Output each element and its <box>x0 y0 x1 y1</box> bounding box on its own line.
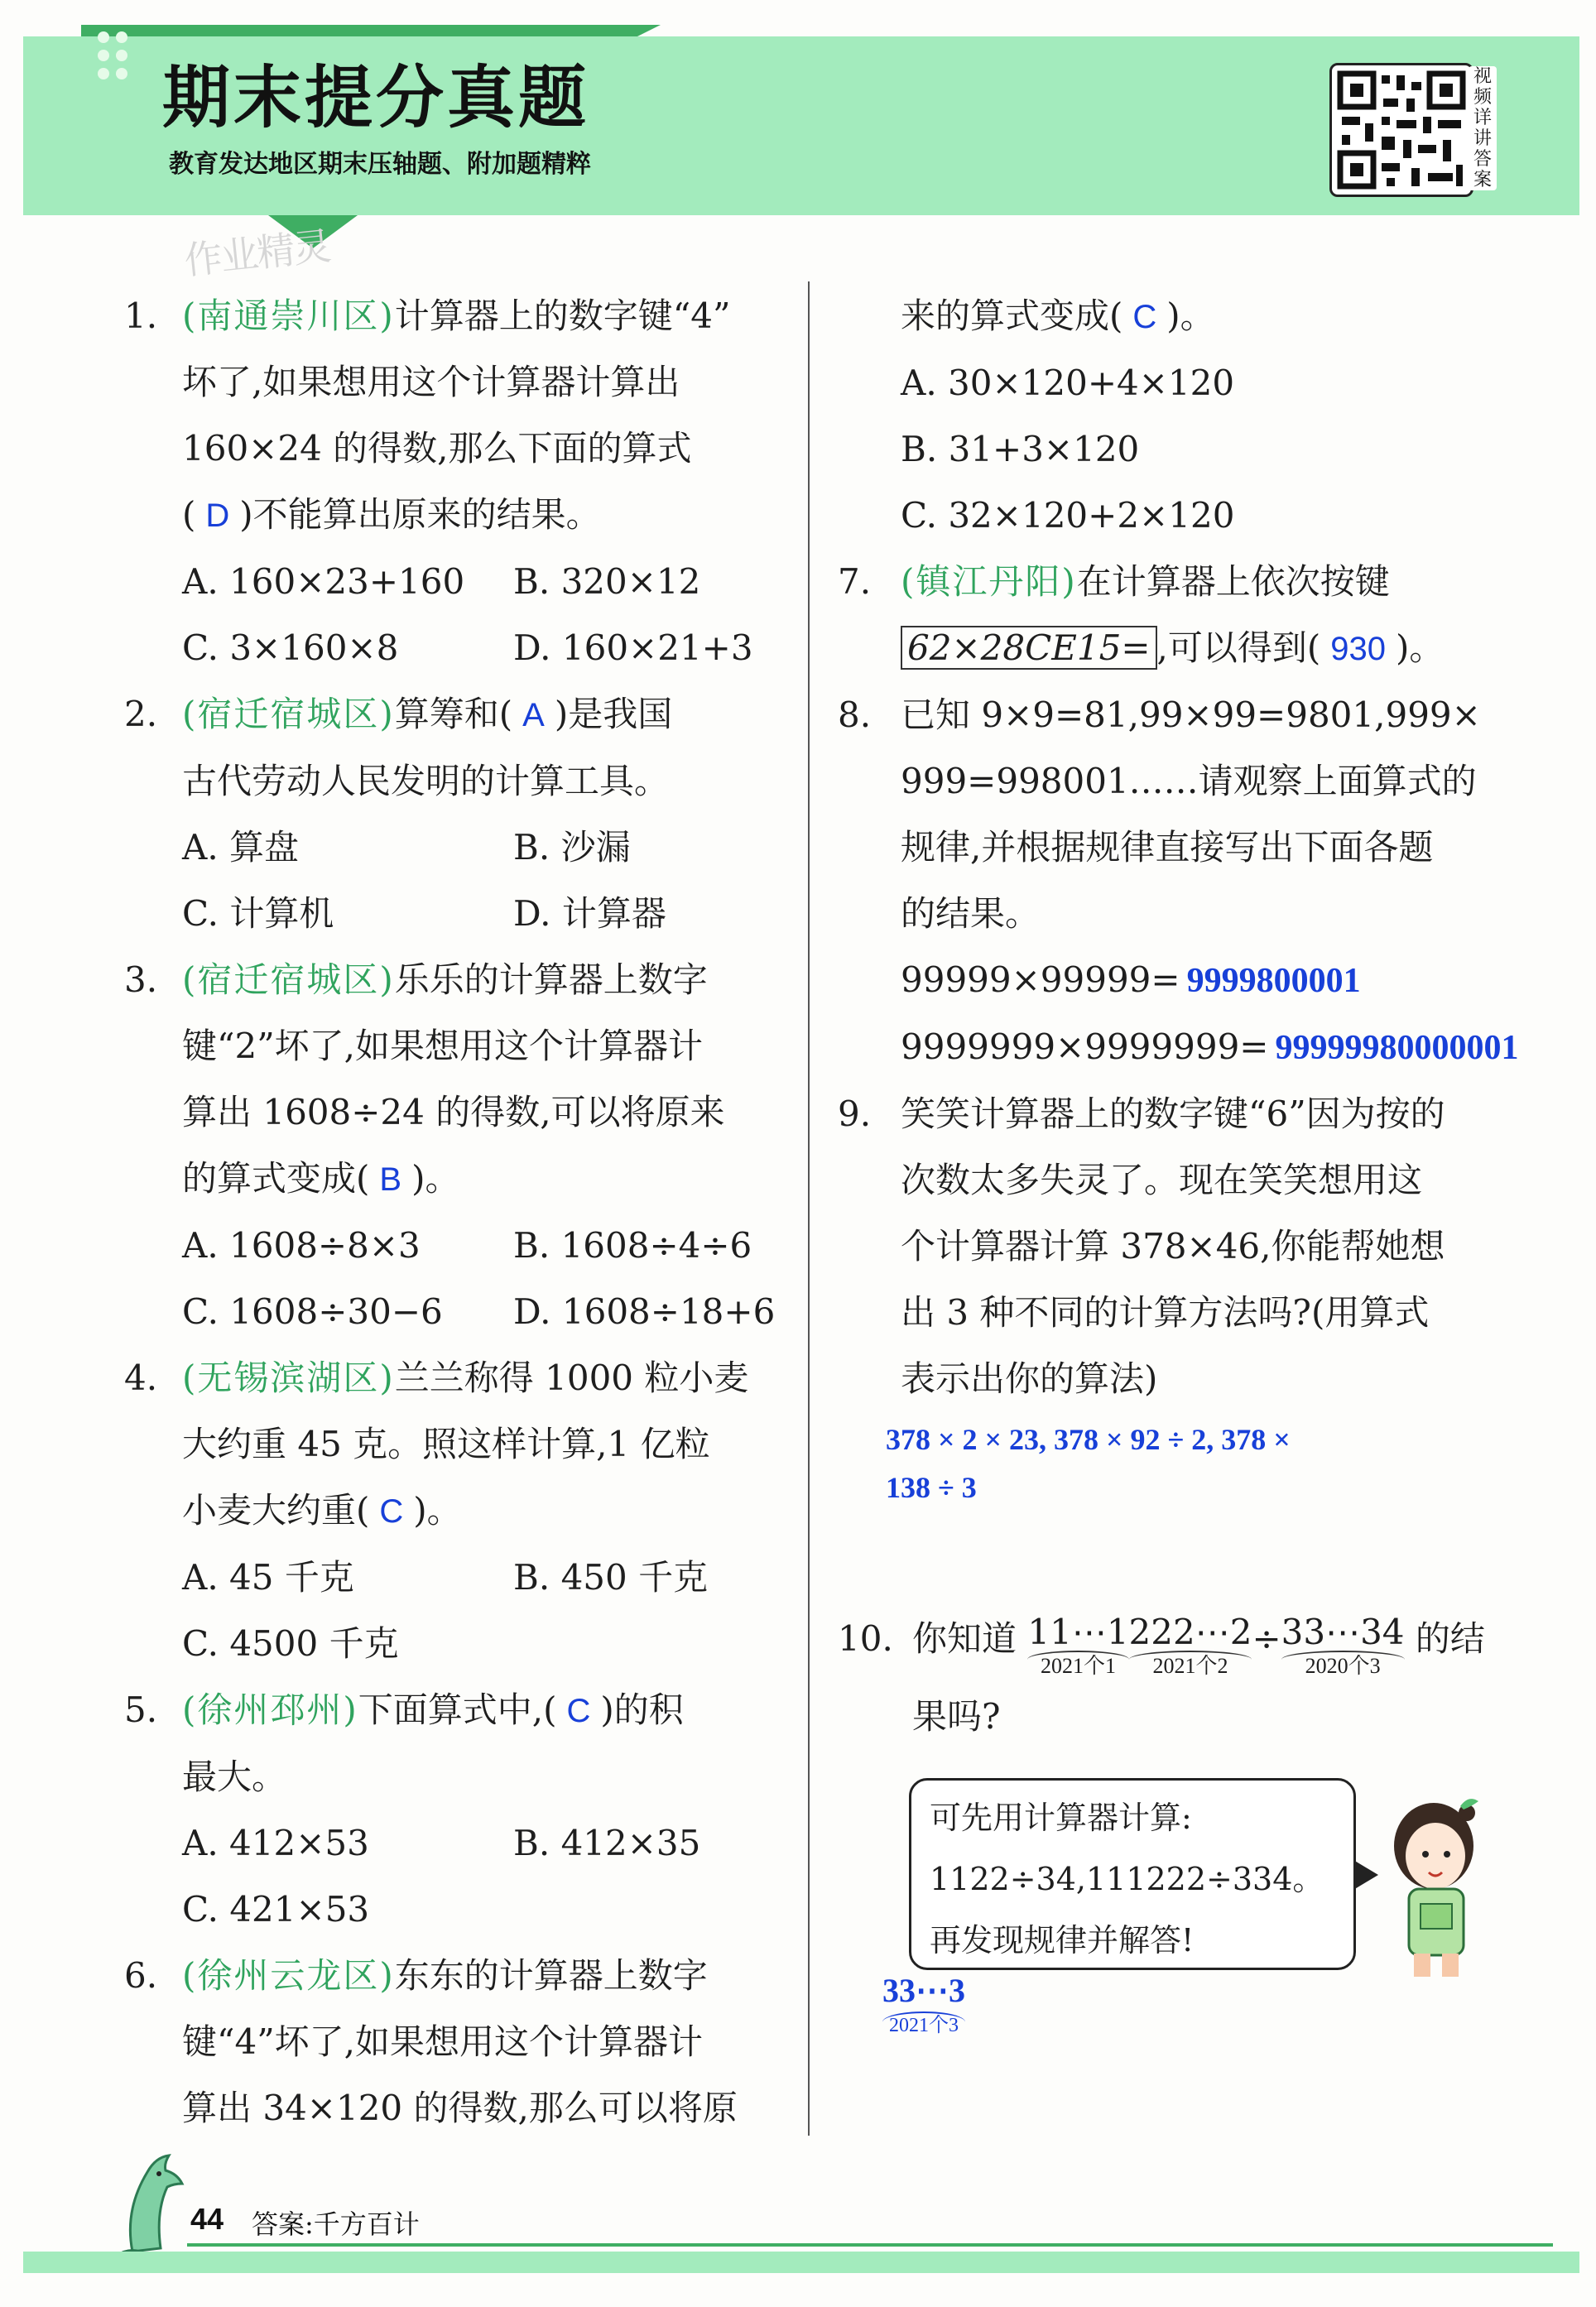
option-b: B. 31+3×120 <box>901 429 1140 469</box>
question-5 <box>124 1677 786 1943</box>
question-text: 大约重 45 克。照这样计算,1 亿粒 <box>182 1424 710 1464</box>
option-b: B. 450 千克 <box>513 1557 709 1598</box>
question-text: 表示出你的算法) <box>901 1358 1158 1399</box>
question-number: 10. <box>838 1618 893 1659</box>
handwritten-answer: 138 ÷ 3 <box>886 1471 977 1504</box>
dolphin-icon <box>108 2144 187 2260</box>
question-text: 键“2”坏了,如果想用这个计算器计 <box>182 1026 704 1066</box>
hint-text: 再发现规律并解答! <box>930 1922 1195 1959</box>
answer-blank: C <box>1132 299 1157 335</box>
hint-text: 可先用计算器计算: <box>930 1800 1192 1836</box>
footer-line <box>187 2243 1553 2247</box>
option-d: D. 计算器 <box>513 893 666 934</box>
question-text: 在计算器上依次按键 <box>1076 561 1390 602</box>
answer-blank: D <box>205 497 230 534</box>
question-9 <box>838 1081 1517 1412</box>
question-text: ( <box>182 494 196 535</box>
question-text: )。 <box>1396 627 1445 668</box>
question-text: 的算式变成( <box>182 1158 370 1199</box>
question-10 <box>838 1614 1517 1742</box>
question-region: (南通崇川区) <box>182 296 395 336</box>
left-column <box>124 283 786 2141</box>
question-text: 出 3 种不同的计算方法吗?(用算式 <box>901 1292 1430 1333</box>
question-number: 2. <box>124 694 158 734</box>
count-caption: 2021个3 <box>882 2011 965 2038</box>
question-text: ,可以得到( <box>1156 627 1321 668</box>
answer-blank: B <box>379 1161 402 1198</box>
option-b: B. 沙漏 <box>513 827 631 868</box>
option-b: B. 412×35 <box>513 1823 701 1863</box>
number-term: 222⋯2 <box>1128 1612 1252 1652</box>
question-7 <box>838 549 1517 682</box>
question-text: 个计算器计算 378×46,你能帮她想 <box>901 1226 1445 1266</box>
question-number: 4. <box>124 1358 158 1398</box>
page-subtitle: 教育发达地区期末压轴题、附加题精粹 <box>169 150 591 179</box>
handwritten-answer: 9999800001 <box>1186 962 1361 1000</box>
question-text: )。 <box>1166 296 1215 336</box>
watermark: 作业精灵 <box>181 223 332 284</box>
count-caption: 2021个1 <box>1027 1651 1128 1680</box>
option-c: C. 3×160×8 <box>182 627 399 668</box>
repeated-twos <box>1129 1614 1252 1680</box>
qr-code-icon[interactable] <box>1329 63 1473 197</box>
key-sequence: 62×28CE15= <box>901 626 1157 670</box>
question-region: (宿迁宿城区) <box>182 694 395 734</box>
banner-stripe <box>81 25 661 36</box>
question-text: 键“4”坏了,如果想用这个计算器计 <box>182 2021 704 2062</box>
question-text: 最大。 <box>182 1757 287 1797</box>
option-a: A. 1608÷8×3 <box>182 1225 421 1266</box>
divide-sign: ÷ <box>1252 1618 1281 1659</box>
repeated-threes <box>1281 1614 1405 1680</box>
question-text: 160×24 的得数,那么下面的算式 <box>182 428 692 469</box>
hint-bubble <box>909 1778 1356 1970</box>
question-6 <box>124 1943 786 2141</box>
question-text: 乐乐的计算器上数字 <box>394 959 708 1000</box>
question-region: (无锡滨湖区) <box>182 1358 395 1398</box>
question-text: )的积 <box>600 1689 684 1730</box>
option-a: A. 45 千克 <box>182 1557 354 1598</box>
question-region: (徐州邳州) <box>182 1689 358 1730</box>
option-d: D. 1608÷18+6 <box>513 1291 776 1332</box>
question-text: 兰兰称得 1000 粒小麦 <box>394 1358 749 1398</box>
question-text: )。 <box>413 1490 462 1531</box>
option-a: A. 30×120+4×120 <box>901 363 1235 403</box>
question-text: 已知 9×9=81,99×99=9801,999× <box>901 695 1481 735</box>
question-10-answer <box>882 1970 965 2038</box>
page-title: 期末提分真题 <box>162 59 590 137</box>
option-c: C. 1608÷30−6 <box>182 1291 443 1332</box>
hint-text: 1122÷34,111222÷334。 <box>930 1861 1324 1897</box>
question-number: 8. <box>838 695 872 735</box>
handwritten-answer: 33⋯3 <box>882 1972 965 2009</box>
option-a: A. 算盘 <box>182 827 300 868</box>
right-column <box>838 283 1517 1512</box>
question-text: 次数太多失灵了。现在笑笑想用这 <box>901 1160 1423 1200</box>
option-b: B. 320×12 <box>513 561 701 602</box>
option-b: B. 1608÷4÷6 <box>513 1225 752 1266</box>
option-c: C. 计算机 <box>182 893 334 934</box>
question-text: 算筹和( <box>394 694 513 734</box>
option-a: A. 412×53 <box>182 1823 369 1863</box>
question-9-answer <box>886 1415 1517 1512</box>
handwritten-answer: 378 × 2 × 23, 378 × 92 ÷ 2, 378 × <box>886 1423 1291 1456</box>
question-text: 999=998001……请观察上面算式的 <box>901 761 1477 801</box>
question-text: 小麦大约重( <box>182 1490 370 1531</box>
answer-blank: C <box>379 1493 404 1530</box>
expression: 99999×99999= <box>901 959 1180 1000</box>
option-a: A. 160×23+160 <box>182 561 465 602</box>
answer-blank: C <box>566 1693 591 1729</box>
question-text: 计算器上的数字键“4” <box>394 296 731 336</box>
number-term: 11⋯1 <box>1027 1612 1129 1652</box>
option-d: D. 160×21+3 <box>513 627 753 668</box>
question-text: 来的算式变成( <box>901 296 1123 336</box>
question-8 <box>838 682 1517 1081</box>
question-text: 笑笑计算器上的数字键“6”因为按的 <box>901 1093 1445 1134</box>
question-6-continued <box>838 283 1517 549</box>
count-caption: 2021个2 <box>1129 1651 1252 1680</box>
question-text: 的结 <box>1415 1618 1485 1659</box>
question-text: 规律,并根据规律直接写出下面各题 <box>901 827 1434 868</box>
question-text: 算出 34×120 的得数,那么可以将原 <box>182 2088 738 2128</box>
question-number: 7. <box>838 561 872 602</box>
question-number: 1. <box>124 296 158 336</box>
question-text: 下面算式中,( <box>358 1689 557 1730</box>
question-text: )不能算出原来的结果。 <box>239 494 601 535</box>
footer-bar <box>23 2252 1579 2273</box>
repeated-ones <box>1027 1614 1128 1680</box>
question-text: 的结果。 <box>901 893 1041 934</box>
girl-illustration-icon <box>1381 1788 1488 1978</box>
question-number: 9. <box>838 1093 872 1134</box>
number-term: 33⋯34 <box>1281 1612 1405 1652</box>
page-number: 44 <box>190 2202 224 2236</box>
decorative-dots-icon <box>98 31 147 81</box>
question-number: 5. <box>124 1689 158 1730</box>
question-text: 算出 1608÷24 的得数,可以将原来 <box>182 1092 725 1132</box>
expression: 9999999×9999999= <box>901 1026 1269 1067</box>
option-c: C. 421×53 <box>182 1889 370 1930</box>
question-text: )。 <box>411 1158 460 1199</box>
qr-label: 视频详讲答案 <box>1469 66 1497 190</box>
question-4 <box>124 1345 786 1677</box>
question-2 <box>124 681 786 947</box>
question-text: 东东的计算器上数字 <box>394 1955 708 1996</box>
question-text: 坏了,如果想用这个计算器计算出 <box>182 362 680 402</box>
answer-blank: 930 <box>1330 631 1387 667</box>
question-region: (徐州云龙区) <box>182 1955 395 1996</box>
question-1 <box>124 283 786 681</box>
question-number: 6. <box>124 1955 158 1996</box>
question-text: 果吗? <box>912 1696 1001 1737</box>
option-c: C. 32×120+2×120 <box>901 495 1235 536</box>
question-number: 3. <box>124 959 158 1000</box>
handwritten-answer: 99999980000001 <box>1275 1029 1519 1067</box>
footer-answer-label: 答案:千方百计 <box>252 2208 420 2240</box>
option-c: C. 4500 千克 <box>182 1623 399 1664</box>
question-3 <box>124 947 786 1345</box>
question-text: )是我国 <box>554 694 673 734</box>
answer-blank: A <box>522 697 545 733</box>
question-region: (镇江丹阳) <box>901 561 1077 602</box>
question-text: 你知道 <box>912 1618 1017 1659</box>
question-text: 古代劳动人民发明的计算工具。 <box>182 761 670 801</box>
count-caption: 2020个3 <box>1281 1651 1405 1680</box>
question-region: (宿迁宿城区) <box>182 959 395 1000</box>
